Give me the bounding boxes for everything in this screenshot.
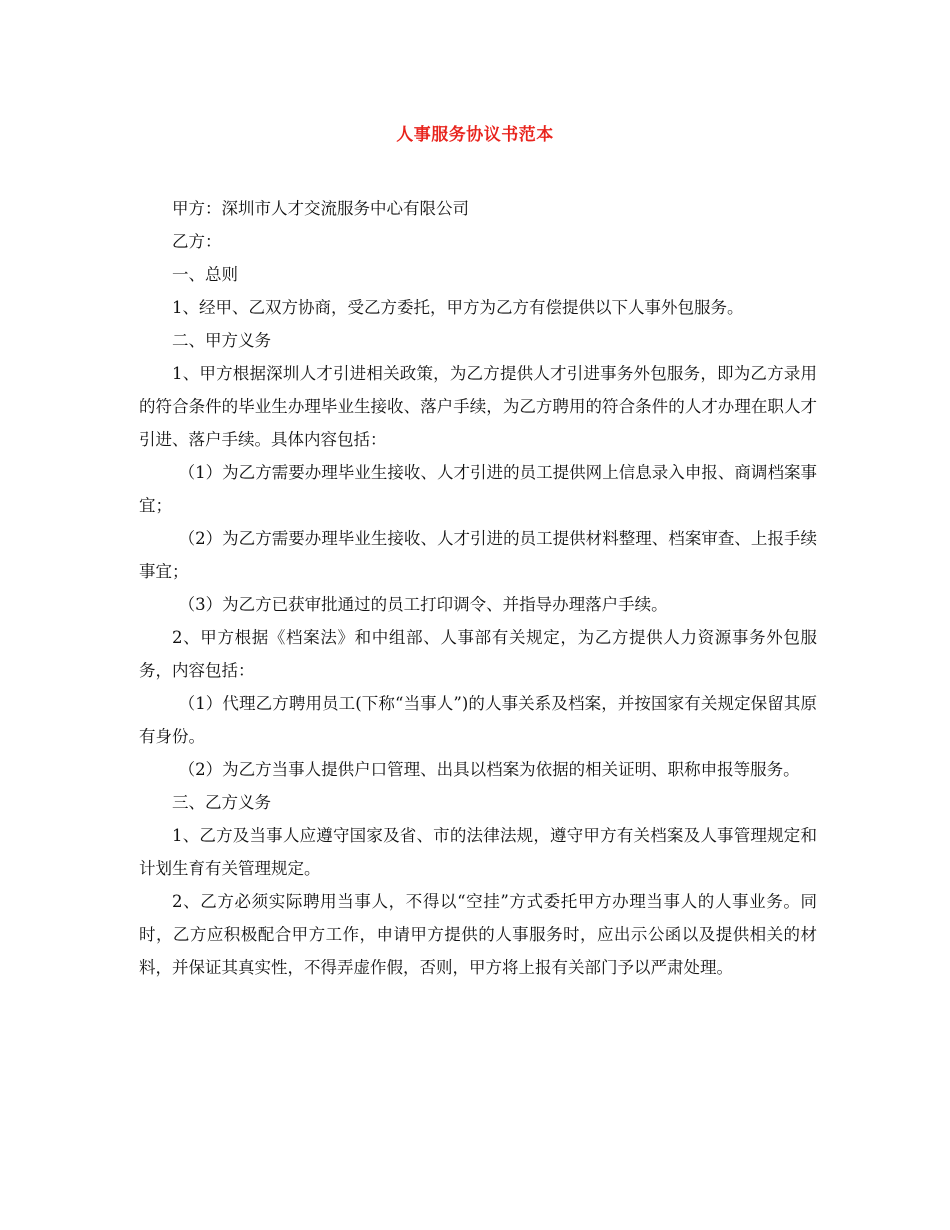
clause-party-a-2: 2、甲方根据《档案法》和中组部、人事部有关规定，为乙方提供人力资源事务外包服务，内容包括：: [139, 628, 817, 680]
clause-party-a-1-item-1: （1）为乙方需要办理毕业生接收、人才引进的员工提供网上信息录入申报、商调档案事宜；: [139, 463, 817, 515]
section-heading-party-a-obligations: 二、甲方义务: [172, 331, 271, 350]
clause-party-a-2-item-1: （1）代理乙方聘用员工(下称“当事人”)的人事关系及档案，并按国家有关规定保留其原有身份。: [139, 694, 817, 746]
clause-party-b-1: 1、乙方及当事人应遵守国家及省、市的法律法规，遵守甲方有关档案及人事管理规定和计划生育有关管理规定。: [139, 826, 817, 878]
clause-party-a-1: 1、甲方根据深圳人才引进相关政策，为乙方提供人才引进事务外包服务，即为乙方录用的符合条件的毕业生办理毕业生接收、落户手续，为乙方聘用的符合条件的人才办理在职人才引进、落户手续。具体内容包括：: [139, 364, 817, 449]
clause-party-a-1-item-3: （3）为乙方已获审批通过的员工打印调令、并指导办理落户手续。: [178, 595, 668, 614]
clause-party-a-1-item-2: （2）为乙方需要办理毕业生接收、人才引进的员工提供材料整理、档案审查、上报手续事宜；: [139, 529, 817, 581]
section-heading-general: 一、总则: [172, 265, 238, 284]
clause-party-b-2: 2、乙方必须实际聘用当事人，不得以“空挂”方式委托甲方办理当事人的人事业务。同时，乙方应积极配合甲方工作，申请甲方提供的人事服务时，应出示公函以及提供相关的材料，并保证其真实性，不得弄虚作假，否则，甲方将上报有关部门予以严肃处理。: [139, 892, 817, 977]
party-a-line: 甲方：深圳市人才交流服务中心有限公司: [172, 199, 469, 218]
clause-party-a-2-item-2: （2）为乙方当事人提供户口管理、出具以档案为依据的相关证明、职称申报等服务。: [178, 760, 800, 779]
section-heading-party-b-obligations: 三、乙方义务: [172, 793, 271, 812]
document-body: [139, 192, 817, 984]
clause-general-1: 1、经甲、乙双方协商，受乙方委托，甲方为乙方有偿提供以下人事外包服务。: [172, 298, 744, 317]
document-title: 人事服务协议书范本: [396, 125, 554, 145]
party-b-line: 乙方：: [172, 232, 222, 251]
